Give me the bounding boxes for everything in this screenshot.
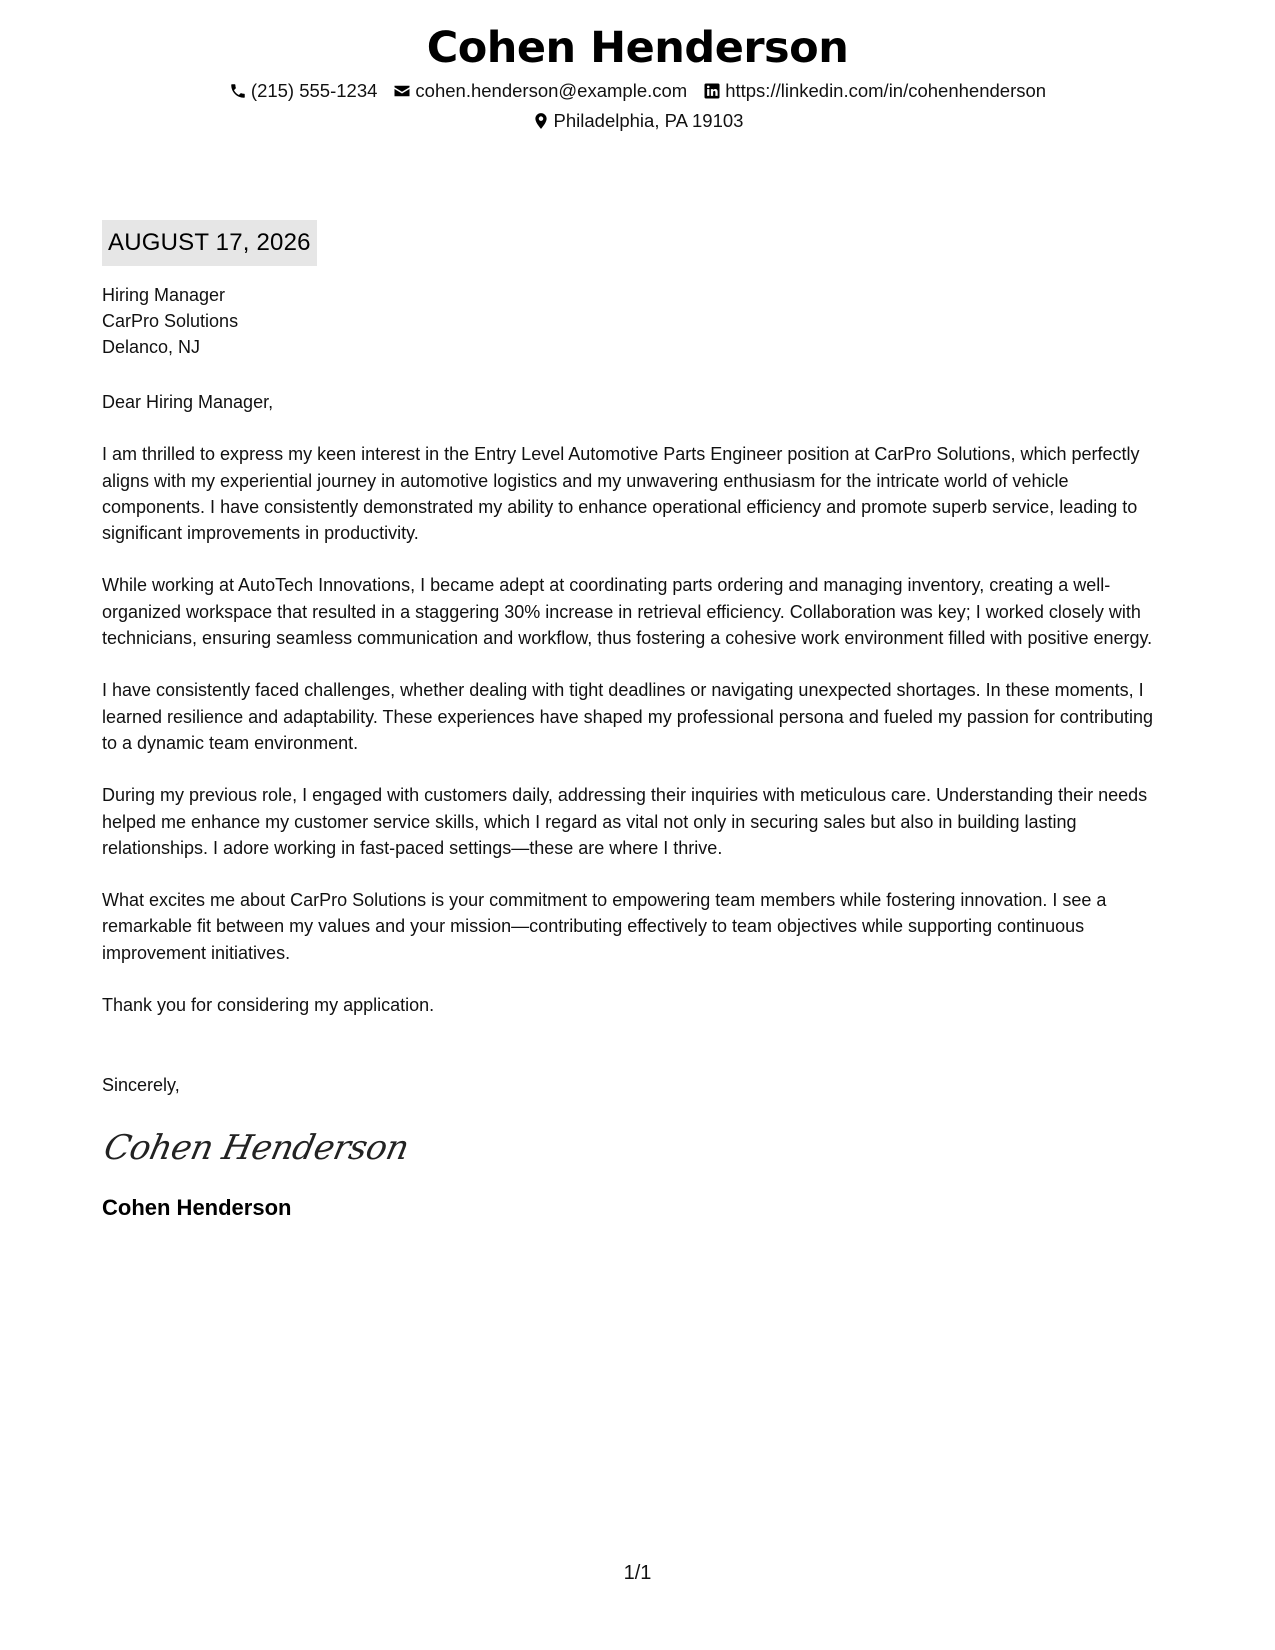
contact-location <box>532 106 744 136</box>
body-paragraph-5: What excites me about CarPro Solutions is your commitment to empowering team members while fostering innovation. I see a remarkable fit between my values and your mission—contributing effectively to team objectives while supporting continuous improvement initiatives. <box>102 890 1107 963</box>
signer-name: Cohen Henderson <box>102 1194 292 1220</box>
contact-linkedin[interactable] <box>703 76 1046 106</box>
page-number: 1/1 <box>623 1562 652 1584</box>
linkedin-icon <box>703 82 721 100</box>
map-marker-icon <box>532 112 550 130</box>
applicant-name: Cohen Henderson <box>426 23 849 73</box>
recipient-company: CarPro Solutions <box>102 311 239 331</box>
linkedin-text[interactable]: https://linkedin.com/in/cohenhenderson <box>725 80 1047 101</box>
contact-row-secondary <box>0 106 1275 136</box>
recipient-title: Hiring Manager <box>102 285 226 305</box>
phone-icon <box>229 82 247 100</box>
letter-header <box>0 0 1275 136</box>
closing-line: Sincerely, <box>102 1075 180 1096</box>
recipient-location: Delanco, NJ <box>102 337 201 357</box>
body-paragraph-1: I am thrilled to express my keen interest in the Entry Level Automotive Parts Engineer position at CarPro Solutions, which perfectly aligns with my experiential journey in automotive logistics and my unwavering enthusiasm for the intricate world of vehicle components. I have consistently demonstrated my ability to enhance operational efficiency and promote superb service, leading to significant improvements in productivity. <box>102 444 1140 544</box>
location-text: Philadelphia, PA 19103 <box>553 110 744 131</box>
contact-row-primary <box>0 76 1275 106</box>
recipient-block <box>102 282 1167 360</box>
body-paragraph-2: While working at AutoTech Innovations, I became adept at coordinating parts ordering and managing inventory, creating a well-organized workspace that resulted in a staggering 30% increase in retrieval efficiency. Collaboration was key; I worked closely with technicians, ensuring seamless communication and workflow, thus fostering a cohesive work environment filled with positive energy. <box>102 575 1153 649</box>
contact-phone <box>229 76 378 106</box>
salutation: Dear Hiring Manager, <box>102 392 274 412</box>
envelope-icon <box>393 82 411 100</box>
body-paragraph-4: During my previous role, I engaged with customers daily, addressing their inquiries with meticulous care. Understanding their needs helped me enhance my customer service skills, which I regard as vital not only in securing sales but also in building lasting relationships. I adore working in fast-paced settings—these are where I thrive. <box>102 785 1148 858</box>
email-text[interactable]: cohen.henderson@example.com <box>415 80 688 101</box>
body-paragraph-3: I have consistently faced challenges, whether dealing with tight deadlines or navigating unexpected shortages. In these moments, I learned resilience and adaptability. These experiences have shaped my professional persona and fueled my passion for contributing to a dynamic team environment. <box>102 680 1153 753</box>
phone-text: (215) 555-1234 <box>250 80 378 101</box>
handwritten-signature <box>102 1123 1167 1173</box>
letter-date: AUGUST 17, 2026 <box>102 220 317 266</box>
svg-text:Cohen Henderson: Cohen Henderson <box>100 1127 413 1168</box>
letter-body <box>102 220 1167 1221</box>
thanks-line: Thank you for considering my application. <box>102 995 435 1016</box>
contact-email[interactable] <box>393 76 687 106</box>
